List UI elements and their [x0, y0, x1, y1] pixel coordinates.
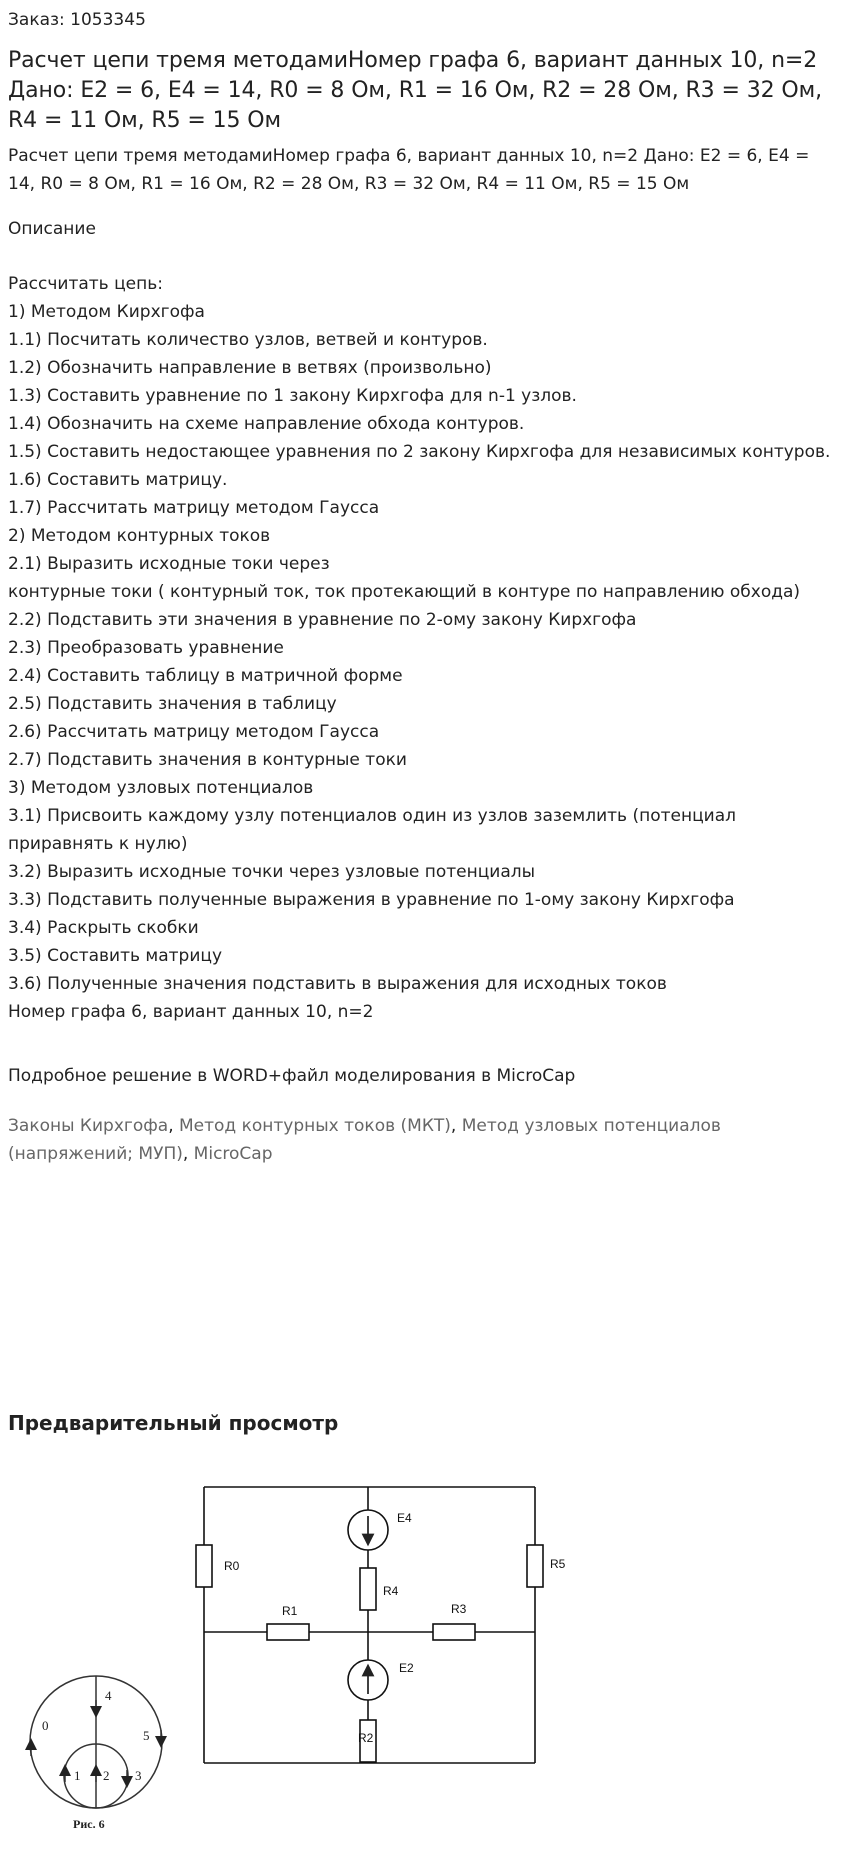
description-line: 3.2) Выразить исходные точки через узловые потенциалы: [8, 862, 536, 882]
resistor-r3: [433, 1624, 475, 1640]
label-e2: E2: [399, 1661, 414, 1675]
description-line: 1) Методом Кирхгофа: [8, 302, 205, 322]
resistor-r4: [360, 1568, 376, 1610]
resistor-r5: [527, 1545, 543, 1587]
label-r4: R4: [383, 1584, 399, 1598]
description-line: 1.4) Обозначить на схеме направление обхода контуров.: [8, 414, 525, 434]
description-line: Рассчитать цепь:: [8, 274, 163, 294]
description-line: 2.2) Подставить эти значения в уравнение по 2-ому закону Кирхгофа: [8, 610, 637, 630]
description-line: 2.4) Составить таблицу в матричной форме: [8, 666, 403, 686]
description-line: 3.1) Присвоить каждому узлу потенциалов один из узлов заземлить (потенциал приравнять к нулю): [8, 806, 736, 854]
preview-heading: Предварительный просмотр: [8, 1411, 339, 1435]
description-line: 1.7) Рассчитать матрицу методом Гаусса: [8, 498, 380, 518]
graph-label-2: 2: [103, 1768, 110, 1783]
description-line: 2.7) Подставить значения в контурные токи: [8, 750, 407, 770]
graph-label-5: 5: [143, 1728, 150, 1743]
circuit-preview-image: [0, 1460, 847, 1869]
order-number: Заказ: 1053345: [8, 10, 146, 30]
label-r0: R0: [224, 1559, 240, 1573]
page-title: Расчет цепи тремя методамиНомер графа 6, вариант данных 10, n=2 Дано: E2 = 6, E4 = 14, R0 = 8 Ом, R1 = 16 Ом, R2 = 28 Ом, R3 = 32 Ом, R4 = 11 Ом, R5 = 15 Ом: [8, 48, 822, 133]
graph-caption: Рис. 6: [73, 1817, 105, 1831]
resistor-r0: [196, 1545, 212, 1587]
description-line: 3.6) Полученные значения подставить в выражения для исходных токов: [8, 974, 667, 994]
tag-separator: ,: [450, 1116, 457, 1136]
label-r1: R1: [282, 1604, 298, 1618]
description-list: [8, 270, 838, 1026]
description-line: 3) Методом узловых потенциалов: [8, 778, 314, 798]
word-note: Подробное решение в WORD+файл моделирования в MicroCap: [8, 1066, 576, 1086]
blank-line: [8, 1026, 838, 1062]
label-r3: R3: [451, 1602, 467, 1616]
graph-label-1: 1: [74, 1768, 81, 1783]
tag-separator: ,: [182, 1144, 189, 1164]
description-line: 1.6) Составить матрицу.: [8, 470, 228, 490]
description-line: 3.4) Раскрыть скобки: [8, 918, 199, 938]
description-line: 2) Методом контурных токов: [8, 526, 271, 546]
graph-label-3: 3: [135, 1768, 142, 1783]
page-content: [8, 8, 838, 1168]
label-e4: E4: [397, 1511, 412, 1525]
description-line: 1.1) Посчитать количество узлов, ветвей и контуров.: [8, 330, 488, 350]
tag-separator: ,: [168, 1116, 174, 1136]
graph-label-4: 4: [105, 1688, 112, 1703]
description-line: 2.1) Выразить исходные токи через: [8, 554, 330, 574]
label-r5: R5: [550, 1557, 566, 1571]
graph-label-0: 0: [42, 1718, 49, 1733]
tag-link-mesh-current[interactable]: Метод контурных токов (МКТ): [179, 1116, 451, 1136]
page-subtitle: Расчет цепи тремя методамиНомер графа 6, вариант данных 10, n=2 Дано: E2 = 6, E4 = 14, R0 = 8 Ом, R1 = 16 Ом, R2 = 28 Ом, R3 = 32 Ом, R4 = 11 Ом, R5 = 15 Ом: [8, 146, 810, 194]
tag-link-node-potential[interactable]: Метод узловых потенциалов (напряжений; МУП): [8, 1116, 721, 1164]
description-line: контурные токи ( контурный ток, ток протекающий в контуре по направлению обхода): [8, 582, 801, 602]
description-line: 2.6) Рассчитать матрицу методом Гаусса: [8, 722, 380, 742]
tag-list: [8, 1112, 838, 1168]
description-line: Номер графа 6, вариант данных 10, n=2: [8, 1002, 374, 1022]
tag-link-kirchhoff[interactable]: Законы Кирхгофа: [8, 1116, 169, 1136]
circuit-diagram: [196, 1487, 543, 1763]
resistor-r1: [267, 1624, 309, 1640]
description-line: 3.5) Составить матрицу: [8, 946, 223, 966]
description-line: 1.2) Обозначить направление в ветвях (произвольно): [8, 358, 492, 378]
tag-link-microcap[interactable]: MicroCap: [193, 1144, 273, 1164]
description-heading: Описание: [8, 219, 96, 239]
description-line: 2.5) Подставить значения в таблицу: [8, 694, 337, 714]
description-line: 1.5) Составить недостающее уравнения по 2 закону Кирхгофа для независимых контуров.: [8, 442, 831, 462]
description-line: 1.3) Составить уравнение по 1 закону Кирхгофа для n-1 узлов.: [8, 386, 577, 406]
description-line: 3.3) Подставить полученные выражения в уравнение по 1-ому закону Кирхгофа: [8, 890, 735, 910]
label-r2: R2: [358, 1731, 374, 1745]
description-line: 2.3) Преобразовать уравнение: [8, 638, 284, 658]
